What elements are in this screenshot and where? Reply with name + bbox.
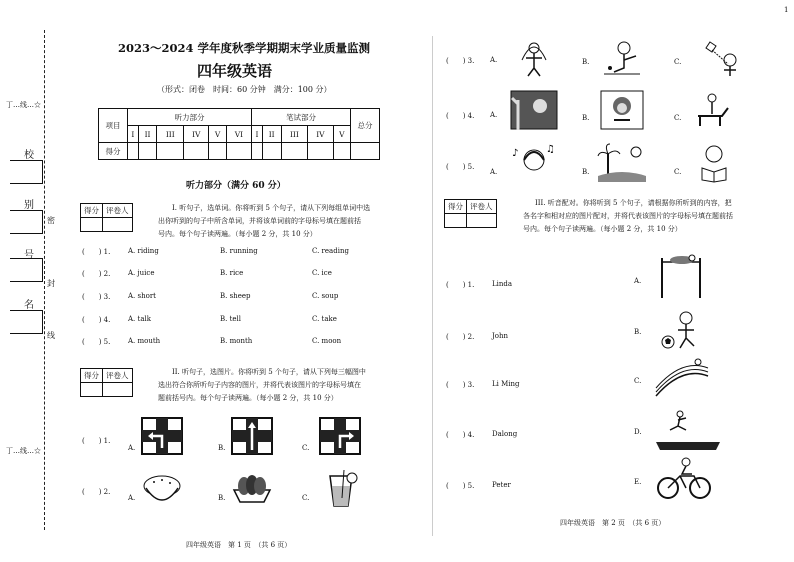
runner-sprinting-icon [656,356,708,400]
sec2-instruction-1: II. 听句子，选图片。你将听到 5 个句子，请从下列每三幅图中 [172,368,366,376]
seal-char-1: 密 [47,216,55,225]
sec1-q4-option-c: C. take [312,315,337,323]
side-label-name: 名 [24,300,34,311]
sec3-option-a-label: A. [634,277,642,285]
side-label-class: 别 [24,200,34,211]
sec2-q1-number[interactable]: ( ) 1. [82,437,111,445]
sec1-q5-number[interactable]: ( ) 5. [82,338,111,346]
score-cell[interactable] [252,143,263,160]
sec3-q1-name: Linda [492,280,513,288]
grader-reviewer-label: 评卷人 [467,200,497,214]
sec1-q3-number[interactable]: ( ) 3. [82,293,111,301]
svg-text:♪: ♪ [512,148,519,159]
sec2-q2-b-label: B. [218,494,226,502]
sec2-q1-c-label: C. [302,444,310,452]
binding-line [44,30,45,530]
listen-num: IV [184,126,209,143]
listen-q5-c-label: C. [674,168,682,176]
sec3-option-c-label: C. [634,377,642,385]
score-cell[interactable] [184,143,209,160]
grader-reviewer-cell[interactable] [103,383,133,397]
seal-char-3: 线 [47,331,55,340]
rice-bowl-icon [140,468,184,508]
sec3-instruction-3: 号内。每个句子读两遍。（每小题 2 分，共 10 分） [523,225,682,233]
side-label-school: 校 [24,150,34,161]
written-num: III [281,126,308,143]
sec2-q2-number[interactable]: ( ) 2. [82,488,111,496]
score-row-label: 得分 [99,143,128,160]
score-cell[interactable] [333,143,350,160]
sec1-q5-option-c: C. moon [312,337,342,345]
sec3-q3-number[interactable]: ( ) 3. [446,381,475,389]
sec1-instruction-1: I. 听句子，选单词。你将听到 5 个句子，请从下列每组单词中选 [172,204,371,212]
sec3-option-e-label: E. [634,478,642,486]
sec1-q3-option-c: C. soup [312,292,339,300]
listen-q3-number[interactable]: ( ) 3. [446,57,475,65]
grader-box-3 [444,199,497,228]
corner-mark: 1 [784,6,789,14]
grader-reviewer-cell[interactable] [103,218,133,232]
sec1-q5-option-a: A. mouth [128,337,161,345]
score-cell[interactable] [138,143,157,160]
side-field-class[interactable] [10,210,43,234]
grader-reviewer-label: 评卷人 [103,204,133,218]
listen-q3-a-label: A. [490,56,498,64]
boy-riding-horse-icon [690,90,734,130]
sec3-q4-number[interactable]: ( ) 4. [446,431,475,439]
subject-title: 四年级英语 [197,62,273,80]
grader-box-1 [80,203,133,232]
sec1-q1-option-a: A. riding [128,247,159,255]
fish-dish-icon [230,468,274,508]
sec3-q1-number[interactable]: ( ) 1. [446,281,475,289]
listen-num: II [138,126,157,143]
exam-form-info: （形式：闭卷 时间：60 分钟 满分：100 分） [157,85,332,94]
juice-glass-icon [318,468,362,508]
written-num: II [262,126,281,143]
score-col-total: 总分 [351,109,380,143]
sec1-q2-option-a: A. juice [128,269,155,277]
grader-score-cell[interactable] [81,218,103,232]
long-jump-icon [656,406,720,450]
listen-q5-number[interactable]: ( ) 5. [446,163,475,171]
score-table [98,108,380,160]
sec1-q2-number[interactable]: ( ) 2. [82,270,111,278]
girl-flying-kite-icon [702,38,746,78]
sec3-q5-number[interactable]: ( ) 5. [446,482,475,490]
boy-riding-bike-icon [656,456,712,500]
listen-q5-b-label: B. [582,168,590,176]
girl-painting-icon [600,38,644,78]
grader-score-cell[interactable] [445,214,467,228]
page-divider [432,36,433,536]
written-num: IV [308,126,333,143]
score-cell[interactable] [308,143,333,160]
grader-box-2 [80,368,133,397]
listen-q4-c-label: C. [674,114,682,122]
listen-num: V [209,126,226,143]
listen-num: I [128,126,139,143]
sec2-instruction-2: 选出符合你所听句子内容的图片，并将代表该图片的字母标号填在 [158,381,361,389]
footer-page-2: 四年级英语 第 2 页 （共 6 页） [560,519,666,527]
boy-playing-football-icon [656,308,706,352]
sec3-q3-name: Li Ming [492,380,520,388]
sec1-q2-option-c: C. ice [312,269,332,277]
sec1-q1-option-c: C. reading [312,247,349,255]
sec1-q4-option-a: A. talk [128,315,151,323]
score-col-written: 笔试部分 [252,109,351,126]
listen-q4-number[interactable]: ( ) 4. [446,112,475,120]
grader-score-cell[interactable] [81,383,103,397]
sec3-q2-name: John [492,332,509,340]
score-cell[interactable] [226,143,251,160]
girl-listening-music-icon [510,142,554,182]
grader-score-label: 得分 [81,369,103,383]
listen-q3-b-label: B. [582,58,590,66]
sec1-q3-option-a: A. short [128,292,156,300]
sec3-q2-number[interactable]: ( ) 2. [446,333,475,341]
side-field-number[interactable] [10,258,43,282]
svg-text:♫: ♫ [546,144,555,155]
sec3-q5-name: Peter [492,481,511,489]
listen-q4-b-label: B. [582,114,590,122]
boy-reading-book-icon [692,142,736,182]
sec1-q1-number[interactable]: ( ) 1. [82,248,111,256]
sec1-q4-option-b: B. tell [220,315,242,323]
score-cell[interactable] [351,143,380,160]
side-field-name[interactable] [10,310,43,334]
sec2-instruction-3: 题前括号内。每个句子读两遍。（每小题 2 分，共 10 分） [158,394,338,402]
turn-left-sign-icon [140,416,184,456]
sec3-instruction-2: 各名字和相对应的图片配对，并将代表该图片的字母标号填在题前括 [523,212,733,220]
score-cell[interactable] [157,143,184,160]
sec1-q3-option-b: B. sheep [220,292,251,300]
sec2-q2-a-label: A. [128,494,136,502]
side-label-number: 号 [24,250,34,261]
footer-page-1: 四年级英语 第 1 页 （共 6 页） [186,541,292,549]
written-num: I [252,126,263,143]
monkey-eating-icon [600,90,644,130]
grader-score-label: 得分 [81,204,103,218]
side-top-mark: 丁…线…☆ [6,101,41,109]
sec3-option-d-label: D. [634,428,642,436]
score-cell[interactable] [128,143,139,160]
sec1-q1-option-b: B. running [220,247,258,255]
go-straight-sign-icon [230,416,274,456]
sec3-option-b-label: B. [634,328,642,336]
high-jump-icon [656,254,706,298]
sec3-instruction-1: III. 听音配对。你将听到 5 个句子，请根据你所听到的内容，把 [535,199,732,207]
listen-num: III [157,126,184,143]
turn-right-sign-icon [318,416,362,456]
sec2-q1-a-label: A. [128,444,136,452]
grader-reviewer-label: 评卷人 [103,369,133,383]
listen-q5-a-label: A. [490,168,498,176]
sec1-q4-number[interactable]: ( ) 4. [82,316,111,324]
listen-num: VI [226,126,251,143]
score-cell[interactable] [262,143,281,160]
sec2-q2-c-label: C. [302,494,310,502]
sec1-q5-option-b: B. month [220,337,253,345]
listen-q4-a-label: A. [490,111,498,119]
grader-score-label: 得分 [445,200,467,214]
beach-scene-icon [598,142,646,182]
score-cell[interactable] [209,143,226,160]
side-bottom-mark: 丁…线…☆ [6,447,41,455]
jump-rope-girl-icon [512,38,556,78]
score-col-listening: 听力部分 [128,109,252,126]
exam-title: 2023～2024 学年度秋季学期期末学业质量监测 [118,41,371,55]
score-col-item: 项目 [99,109,128,143]
sec1-instruction-2: 出你听到的句子中所含单词，并将该单词前的字母标号填在题前括 [158,217,361,225]
sec1-instruction-3: 号内。每个句子读两遍。（每小题 2 分，共 10 分） [158,230,317,238]
sec3-q4-name: Dalong [492,430,518,438]
written-num: V [333,126,350,143]
listening-heading: 听力部分（满分 60 分） [186,181,286,191]
seal-char-2: 封 [47,279,55,288]
sec2-q1-b-label: B. [218,444,226,452]
listen-q3-c-label: C. [674,58,682,66]
grader-reviewer-cell[interactable] [467,214,497,228]
tree-animal-picture-icon [510,90,558,130]
score-cell[interactable] [281,143,308,160]
sec1-q2-option-b: B. rice [220,269,244,277]
side-field-school[interactable] [10,160,43,184]
